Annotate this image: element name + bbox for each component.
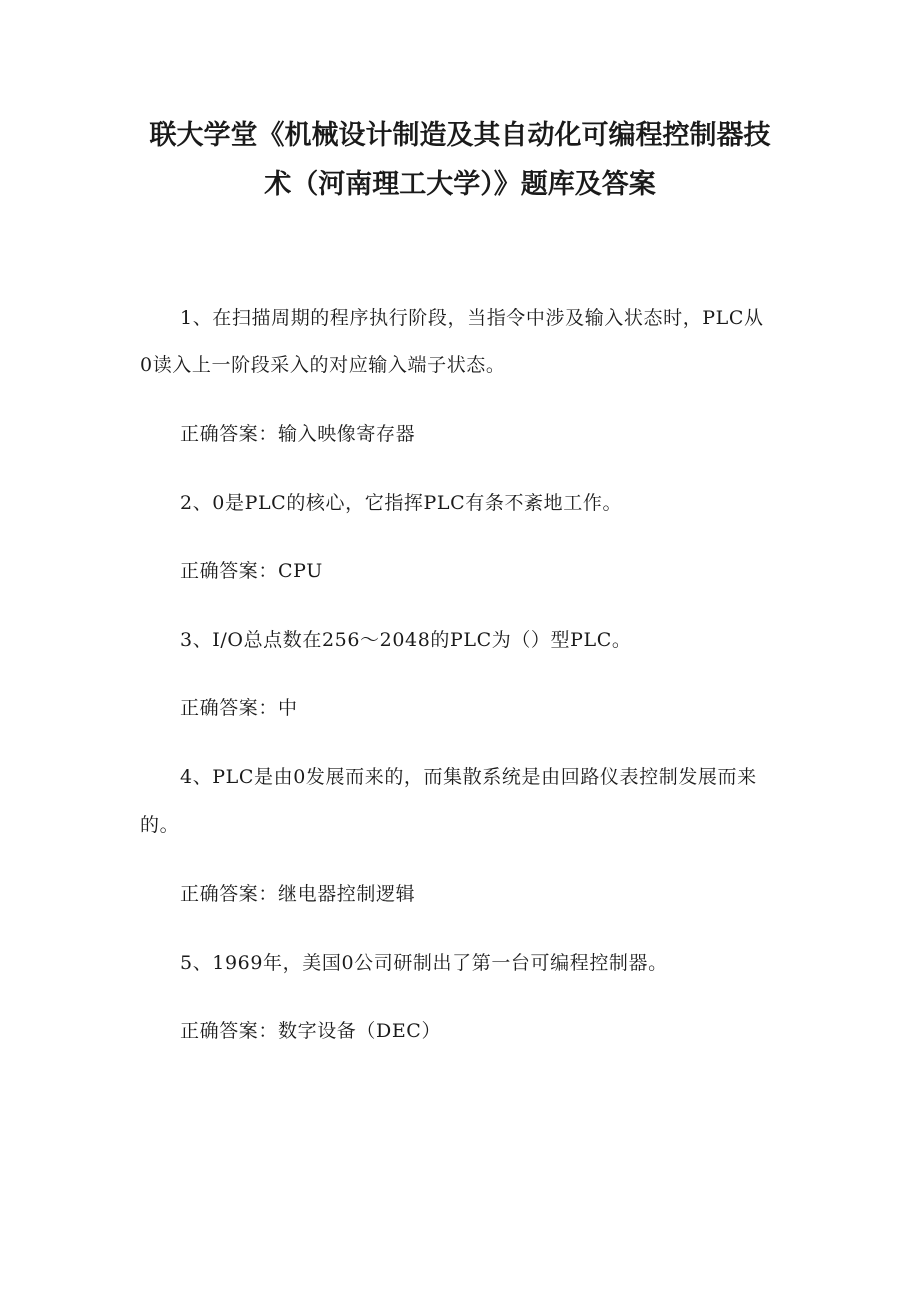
question-4-line-2: 的。 [140, 814, 180, 836]
question-5: 5、1969年，美国0公司研制出了第一台可编程控制器。 [180, 952, 668, 974]
question-2: 2、0是PLC的核心，它指挥PLC有条不紊地工作。 [180, 492, 623, 514]
answer-3: 正确答案：中 [180, 697, 298, 719]
answer-5: 正确答案：数字设备（DEC） [180, 1020, 442, 1042]
answer-1: 正确答案：输入映像寄存器 [180, 423, 416, 445]
answer-2: 正确答案：CPU [180, 560, 323, 582]
question-4-line-1: 4、PLC是由0发展而来的，而集散系统是由回路仪表控制发展而来 [180, 766, 757, 788]
question-1-line-1: 1、在扫描周期的程序执行阶段，当指令中涉及输入状态时，PLC从 [180, 307, 764, 329]
answer-4: 正确答案：继电器控制逻辑 [180, 883, 416, 905]
document-title-line-2: 术（河南理工大学）》题库及答案 [264, 169, 656, 200]
document-title-line-1: 联大学堂《机械设计制造及其自动化可编程控制器技 [149, 120, 771, 151]
question-3: 3、I/O总点数在256～2048的PLC为（）型PLC。 [180, 629, 632, 651]
question-1-line-2: 0读入上一阶段采入的对应输入端子状态。 [140, 354, 506, 376]
